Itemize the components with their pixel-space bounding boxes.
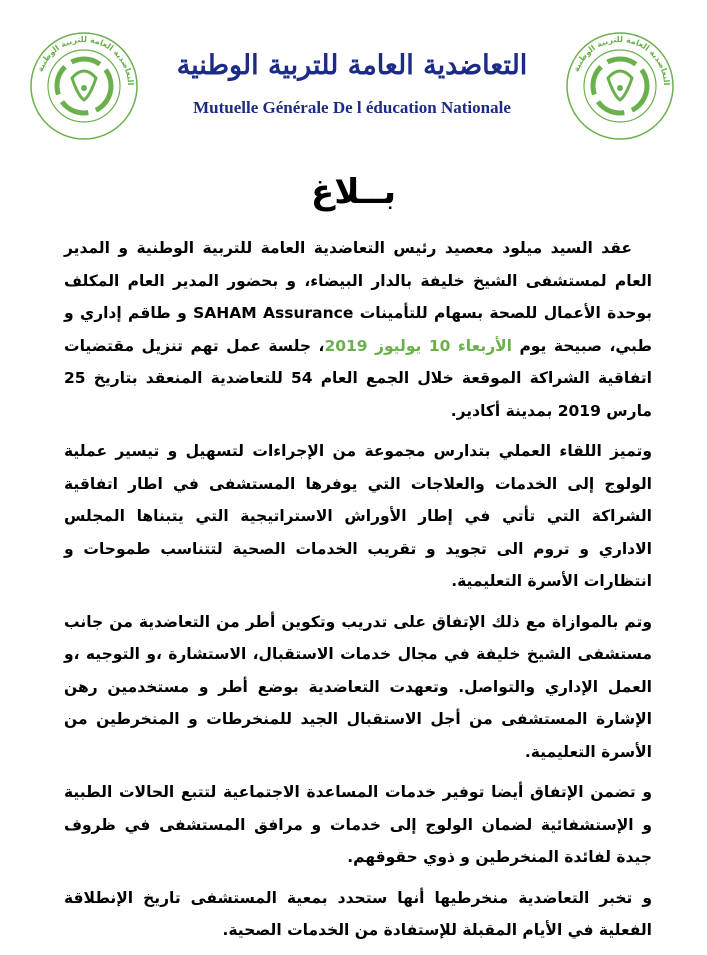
- document-heading: بــلاغ: [310, 172, 397, 212]
- organization-title-arabic: التعاضدية العامة للتربية الوطنية: [176, 50, 528, 81]
- paragraph-1: [64, 232, 652, 427]
- p1-text-a: عقد السيد ميلود معصيد رئيس التعاضدية العامة للتربية الوطنية و المدير العام لمستشفى الشيخ خليفة بالدار البيضاء، و بحضور المدير العام المكلف بوحدة الأعمال للصحة بسهام للتأمينات: [64, 239, 652, 322]
- p1-text-c: ، جلسة عمل تهم تنزيل مقتضيات اتفاقية الشراكة الموقعة خلال الجمع العام 54 للتعاضدية المنعقد بتاريخ 25 مارس 2019 بمدينة أكادير.: [64, 336, 652, 420]
- document-body: [64, 232, 652, 955]
- paragraph-2: وتميز اللقاء العملي بتدارس مجموعة من الإجراءات لتسهيل و تيسير عملية الولوج إلى الخدمات والعلاجات التي يوفرها المستشفى في اطار اتفاقية الشراكة التي تأتي في إطار الأوراش الاستراتيجية التي يتبناها المجلس الاداري و تروم الى تجويد و تقريب الخدمات الصحية لتتناسب طموحات و انتظارات الأسرة التعليمية.: [64, 442, 652, 590]
- logo-ring-text: التعاضدية العامة للتربية الوطنية: [571, 34, 672, 86]
- organization-title-french: Mutuelle Générale De l éducation Nationale: [193, 98, 511, 117]
- paragraph-3: وتم بالموازاة مع ذلك الإتفاق على تدريب وتكوين أطر من التعاضدية من جانب مستشفى الشيخ خليفة في مجال خدمات الاستقبال، الاستشارة ،و التوجيه ،و العمل الإداري والتواصل. وتعهدت التعاضدية بوضع أطر و مستخدمين رهن الإشارة المستشفى من أجل الاستقبال الجيد للمنخرطات و المنخرطين من الأسرة التعليمية.: [64, 612, 652, 761]
- logo-ring-text: التعاضدية العامة للتربية الوطنية: [35, 34, 136, 86]
- p1-text-b: و طاقم إداري و طبي، صبيحة يوم: [64, 304, 652, 355]
- paragraph-5: و تخبر التعاضدية منخرطيها أنها ستحدد بمعية المستشفى تاريخ الإنطلاقة الفعلية في الأيام المقبلة للإستفادة من الخدمات الصحية.: [64, 888, 652, 939]
- company-name: SAHAM Assurance: [193, 304, 354, 322]
- mutual-logo-left-icon: [28, 30, 140, 142]
- mutual-logo-right-icon: [564, 30, 676, 142]
- paragraph-4: و تضمن الإتفاق أيضا توفير خدمات المساعدة الاجتماعية لتتبع الحالات الطبية و الإستشفائية لضمان الولوج إلى خدمات و مرافق المستشفى في ظروف جيدة لفائدة المنخرطين و ذوي حقوقهم.: [64, 783, 652, 866]
- meeting-date: الأربعاء 10 يوليوز 2019: [324, 336, 512, 355]
